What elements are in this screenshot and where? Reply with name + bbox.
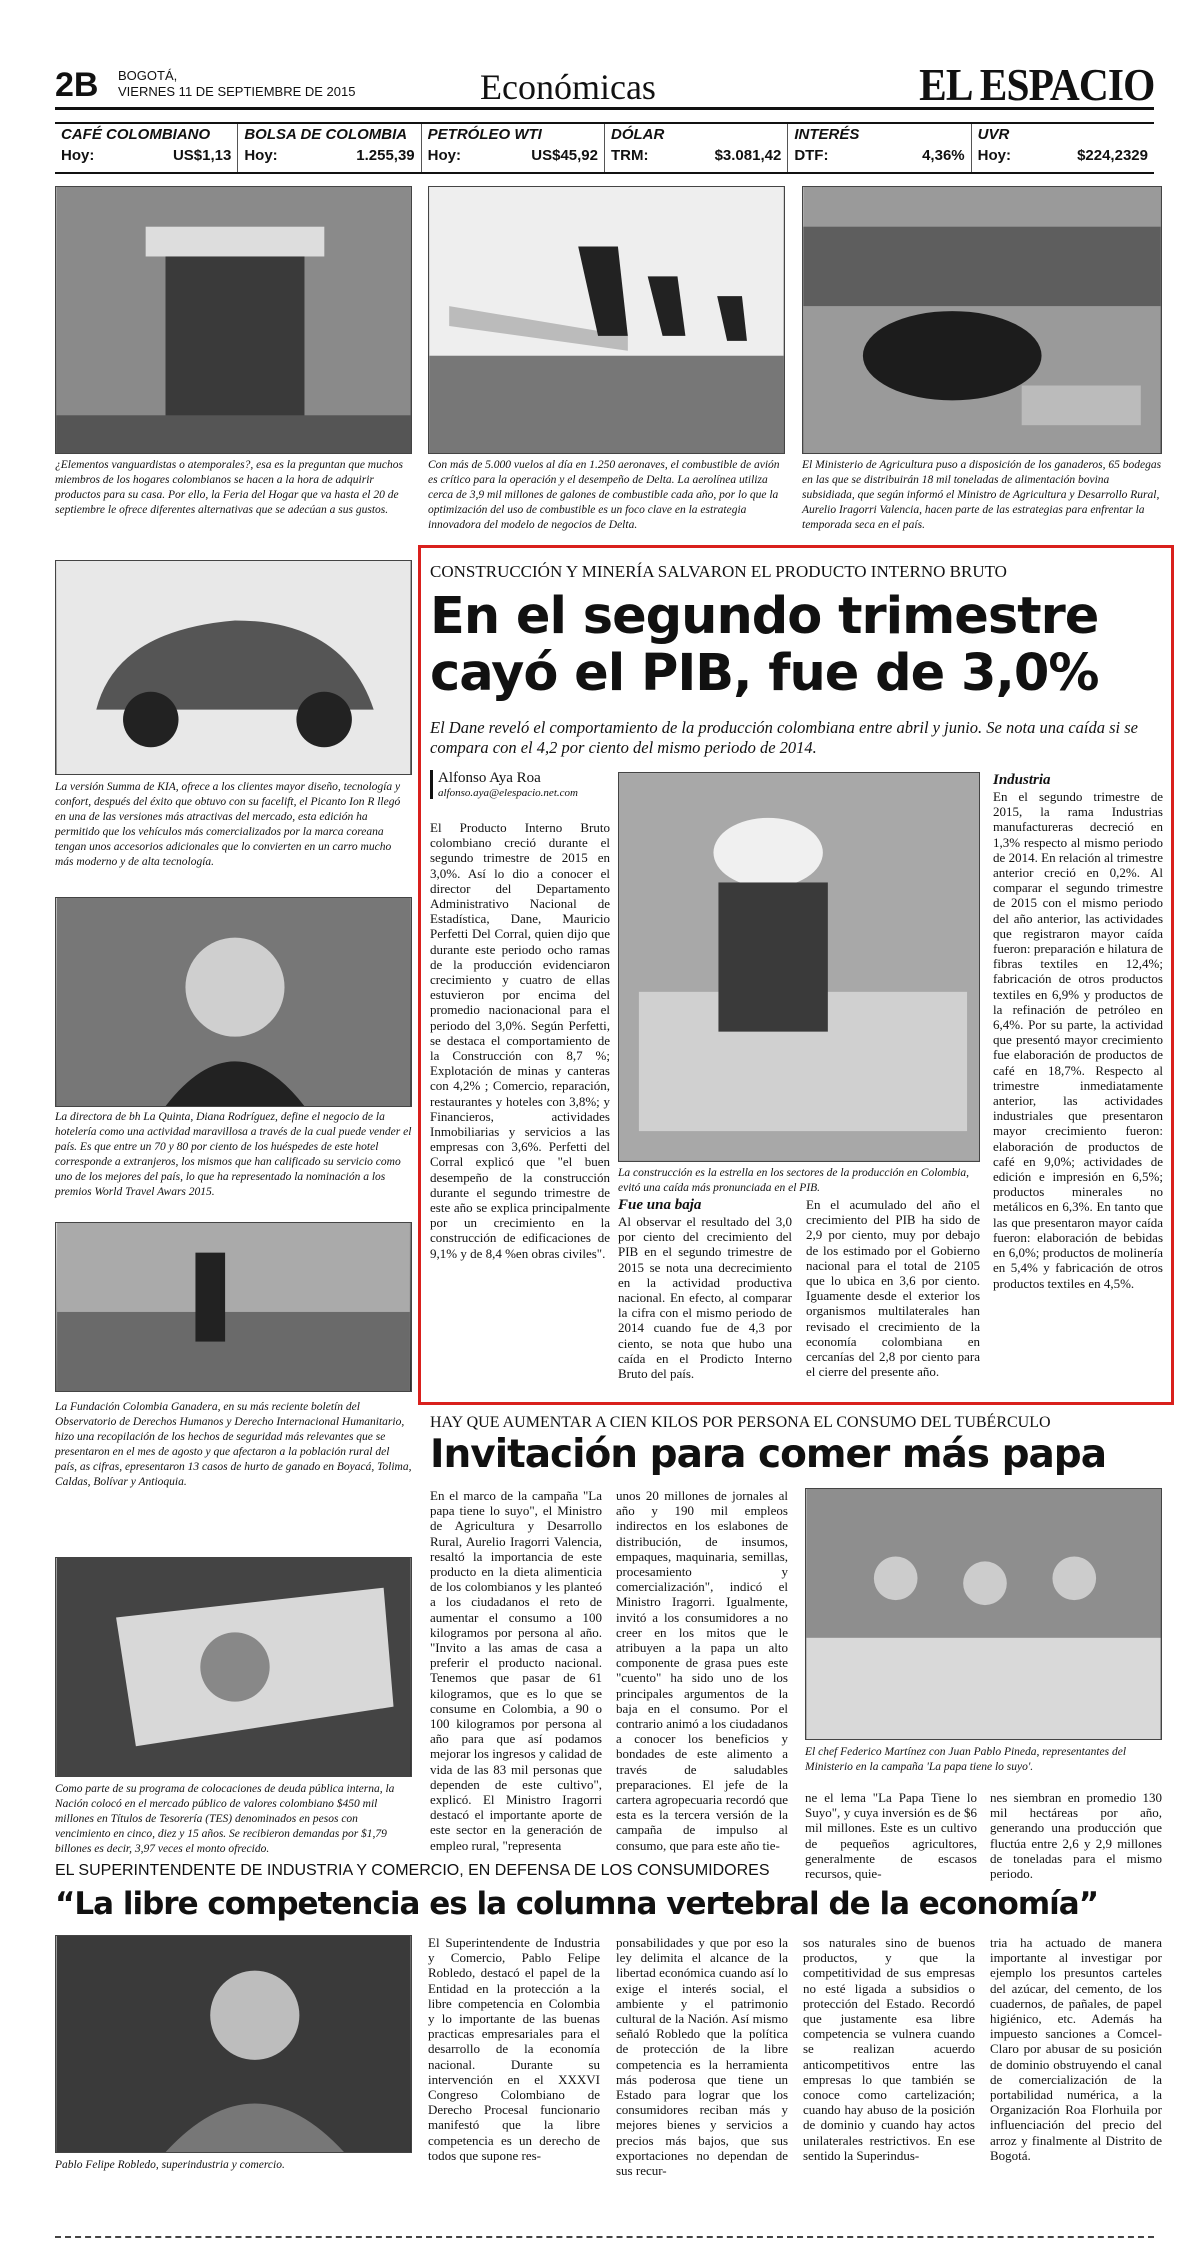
photo-fundacion-ganadera: [55, 1222, 412, 1392]
photo-feria-hogar: [55, 186, 412, 454]
dateline: [118, 68, 355, 100]
papa-kicker: HAY QUE AUMENTAR A CIEN KILOS POR PERSONA EL CONSUMO DEL TUBÉRCULO: [430, 1414, 1051, 1431]
ticker-label: TRM:: [610, 147, 649, 164]
papa-photo-caption: El chef Federico Martínez con Juan Pablo Pineda, representantes del Ministerio en la campaña 'La papa tiene lo suyo'.: [805, 1746, 1127, 1773]
construction-worker-illustration: [619, 773, 979, 1161]
ticker-value: 4,36%: [922, 147, 965, 164]
photo-campana-papa: [805, 1488, 1162, 1740]
page-number: 2B: [55, 66, 99, 104]
pib-column-1: El Producto Interno Bruto colombiano creció durante el segundo trimestre de 2015 en 3,0%. Así lo dio a conocer el director del Departamento Administrativo Nacional de Estadística, Dane, Mauricio Perfetti Del Corral, quien dijo que durante este periodo ocho ramas de la producción evidenciaron crecimiento y cuatro de ellas estuvieron por encima del promedio nacionacional para el periodo del 3,0%. Según Perfetti, se destaca el comportamiento de la Construcción con 8,7 %; Explotación de minas y canteras con 4,2% ; Comercio, reparación, restaurantes y hoteles con 3,8%; y Financieros, actividades Inmobiliarias y servicios a las empresas con 3,6%. Perfetti del Corral explicó que "el buen desempeño de la construcción durante el segundo trimestre de este año se explica principalmente por un crecimiento en la construcción de edificaciones de 9,1% y de 8,4 %en obras civiles".: [430, 820, 610, 1261]
caption-fundacion: La Fundación Colombia Ganadera, en su más reciente boletín del Observatorio de Derechos Humanos y Derecho Internacional Humanitario, hizo una recopilación de los hechos de seguridad más relevantes que se presentaron en el mes de agosto y que afectaron a la población rural del país, as cifras, epresentaron 13 casos de hurto de ganado en Boyacá, Tolima, Caldas, Bolívar y Antioquia.: [55, 1401, 412, 1488]
ticker-bolsa: [238, 124, 421, 172]
ticker-uvr: [972, 124, 1154, 172]
pib-author: Alfonso Aya Roa: [438, 770, 541, 786]
market-ticker: [55, 122, 1154, 174]
ticker-label: Hoy:: [427, 147, 461, 164]
sic-photo-caption: Pablo Felipe Robledo, superindustria y comercio.: [55, 2159, 285, 2171]
dateline-date: VIERNES 11 DE SEPTIEMBRE DE 2015: [118, 84, 356, 99]
feria-illustration: [56, 187, 411, 453]
sic-headline: “La libre competencia es la columna vertebral de la economía”: [55, 1886, 1099, 1922]
photo-kia: [55, 560, 412, 775]
pib-column-3: En el acumulado del año el crecimiento del PIB ha sido de 2,9 por ciento, muy por debajo de los estimado por el Gobierno nacional para el total de 2105 que lo ubica en 3,6 por ciento. Iguamente desde el exterior los organismos multilaterales han revisado el crecimiento de la economía colombiana en cercanías del 2,8 por ciento para el cierre del presente año.: [806, 1197, 980, 1380]
photo-construccion: [618, 772, 980, 1162]
ticker-value: 1.255,39: [356, 147, 415, 164]
portrait-illustration: [56, 898, 411, 1106]
banknotes-illustration: [56, 1558, 411, 1776]
ticker-name: UVR: [977, 126, 1010, 143]
pib-kicker: CONSTRUCCIÓN Y MINERÍA SALVARON EL PRODUCTO INTERNO BRUTO: [430, 562, 1007, 581]
sic-column-4: tria ha actuado de manera importante al investigar por ejemplo los presuntos carteles del azúcar, del cemento, de los cuadernos, de pañales, de papel higiénico, etc. Además ha impuesto sanciones a Comcel- Claro por abusar de su posición de dominio obstruyendo el canal de comercialización de la portabilidad numérica, a la Organización Roa Florhuila por influenciación del precio del arroz y finalmente al Distrito de Bogotá.: [990, 1935, 1162, 2163]
papa-column-2: unos 20 millones de jornales al año y 190 mil empleos indirectos en los eslabones de distribución, de insumos, empaques, maquinaria, semillas, procesamiento y comercialización", indicó el Ministro Iragorri. Igualmente, invitó a los consumidores a no creer en los mitos que le atribuyen a la papa un alto componente de grasa pues este "cuento" ha sido uno de los principales argumentos de la baja en el consumo. Por el contrario animó a los ciudadanos a conocer los beneficios y bondades de este alimento a través de saludables preparaciones. El jefe de la cartera agropecuaria recordó que esta es la tercera versión de la campaña de impulso al consumo, que para este año tie-: [616, 1488, 788, 1853]
papa-column-3: ne el lema "La Papa Tiene lo Suyo", y cuya inversión es de $6 mil millones. Este es un cultivo de pequeños agricultores, generalmente de escasos recursos, quie-: [805, 1790, 977, 1882]
pib-column-4: En el segundo trimestre de 2015, la rama Industrias manufactureras decreció en 1,3% respecto al mismo periodo de 2014. En relación al trimestre anterior creció en 0,2%. Al comparar el segundo trimestre de 2015 con el mismo periodo del año anterior, las actividades que registraron mayor caída fueron: preparación e hilatura de fibras textiles en 12,4%; fabricación de otros productos textiles en 6,9% y productos de la refinación de petróleo en 6,4%. Por su parte, la actividad que presentó mayor crecimiento fue elaboración de productos de café en 18,7%. Respecto al trimestre inmediatamente anterior, las actividades industriales que presentaron mayor crecimiento fueron: elaboración de productos de café en 9,0%; actividades de edición e impresión en 6,5%; productos minerales no metálicos en 6,3%. En tanto que las que presentaron mayor caída fueron: elaboración de bebidas en 6,0%; productos de molinería en 5,4% y fabricación de otros productos textiles en 4,5%.: [993, 789, 1163, 1291]
speaker-illustration: [56, 1936, 411, 2152]
ticker-label: Hoy:: [244, 147, 278, 164]
cattle-illustration: [803, 187, 1161, 453]
sic-column-2: ponsabilidades y que por eso la ley delimita el alcance de la libertad económica cuando así lo exige el interés social, el ambiente y el patrimonio cultural de la Nación. Así mismo señaló Robledo que la política de protección de la libre competencia es la herramienta más poderosa que tiene un Estado para lograr que los consumidores reciban más y mejores bienes y servicios a precios más bajos, que sus exportaciones no dependan de sus recur-: [616, 1935, 788, 2179]
pib-byline: [430, 770, 610, 799]
section-title: Económicas: [480, 67, 656, 107]
photo-delta-aviones: [428, 186, 785, 454]
caption-kia: La versión Summa de KIA, ofrece a los clientes mayor diseño, tecnología y confort, después del éxito que obtuvo con su facelift, el Picanto Ion R llegó en una de las versiones más atractivas del mercado, esta edición ha permitido que los vehículos más comercializados por la marca coreana tengan unos accesorios adicionales que lo convierten en un carro mucho más moderno y de alta tecnología.: [55, 781, 401, 868]
field-illustration: [56, 1223, 411, 1391]
masthead-logo: EL ESPACIO: [918, 59, 1154, 110]
caption-delta: Con más de 5.000 vuelos al día en 1.250 aeronaves, el combustible de avión es crítico para la operación y el desempeño de Delta. La aerolínea utiliza cerca de 3,9 mil millones de galones de combustible cada año, por lo que la optimización del uso de combustible es un foco clave en la estrategia innovadora del modelo de negocios de Delta.: [428, 459, 780, 531]
pib-headline-line1: En el segundo trimestre: [430, 587, 1099, 646]
photo-billetes: [55, 1557, 412, 1777]
ticker-petroleo: [422, 124, 605, 172]
caption-ganado: El Ministerio de Agricultura puso a disposición de los ganaderos, 65 bodegas en las que se distribuirán 18 mil toneladas de alimentación bovina subsidiada, que según informó el Ministro de Agricultura y Desarrollo Rural, Aurelio Iragorri Valencia, hacen parte de las estrategias para enfrentar la temporada seca en el país.: [802, 459, 1162, 531]
pib-photo-caption: La construcción es la estrella en los sectores de la producción en Colombia, evitó una caída más pronunciada en el PIB.: [618, 1167, 970, 1194]
photo-robledo: [55, 1935, 412, 2153]
airplanes-illustration: [429, 187, 784, 453]
chefs-illustration: [806, 1489, 1161, 1739]
ticker-label: DTF:: [794, 147, 829, 164]
ticker-value: US$45,92: [531, 147, 598, 164]
pib-subhead-baja: Fue una baja: [618, 1197, 702, 1213]
footer-rule: [55, 2236, 1154, 2238]
ticker-value: $3.081,42: [714, 147, 782, 164]
ticker-cafe: [55, 124, 238, 172]
pib-headline-line2: cayó el PIB, fue de 3,0%: [430, 644, 1099, 703]
caption-feria: ¿Elementos vanguardistas o atemporales?, esa es la preguntan que muchos miembros de los hogares colombianos se hacen a la hora de adquirir productos para su casa. Por ello, la Feria del Hogar que va hasta el 20 de septiembre le ofrece diferentes alternativas que se adecúan a sus gustos.: [55, 459, 403, 516]
car-illustration: [56, 561, 411, 774]
ticker-name: BOLSA DE COLOMBIA: [244, 126, 408, 143]
ticker-interes: [788, 124, 971, 172]
sic-column-1: El Superintendente de Industria y Comercio, Pablo Felipe Robledo, destacó el papel de la Entidad en la protección a la libre competencia en Colombia y lo importante de las buenas practicas empresariales para el desarrollo de la economía nacional. Durante su intervención en el XXXVI Congreso Colombiano de Derecho Procesal funcionario manifestó que la libre competencia es un derecho de todos que supone res-: [428, 1935, 600, 2163]
pib-deck: El Dane reveló el comportamiento de la producción colombiana entre abril y junio. Se nota una caída si se compara con el 4,2 por ciento del mismo periodo de 2014.: [430, 718, 1138, 757]
ticker-dolar: [605, 124, 788, 172]
pib-email: alfonso.aya@elespacio.net.com: [438, 787, 578, 799]
photo-ganado: [802, 186, 1162, 454]
dateline-city: BOGOTÁ,: [118, 68, 178, 83]
ticker-value: $224,2329: [1077, 147, 1148, 164]
papa-headline: Invitación para comer más papa: [430, 1432, 1107, 1477]
sic-kicker: EL SUPERINTENDENTE DE INDUSTRIA Y COMERCIO, EN DEFENSA DE LOS CONSUMIDORES: [55, 1862, 770, 1879]
ticker-name: CAFÉ COLOMBIANO: [61, 126, 211, 143]
papa-column-4: nes siembran en promedio 130 mil hectáreas por año, generando una producción que fluctúa entre 2,6 y 2,9 millones de toneladas para el mismo periodo.: [990, 1790, 1162, 1882]
ticker-name: PETRÓLEO WTI: [427, 126, 542, 143]
papa-column-1: En el marco de la campaña "La papa tiene lo suyo", el Ministro de Agricultura y Desarrollo Rural, Aurelio Iragorri Valencia, resaltó la importancia de este producto en la dieta alimenticia de los colombianos y les planteó a los ciudadanos el reto de aumentar el consumo a 100 kilogramos por persona al año. "Invito a las amas de casa a preferir el producto nacional. Tenemos que pasar de 61 kilogramos, que es lo que se consume en Colombia, a 90 o 100 kilogramos por persona al año para que así podamos mejorar los ingresos y calidad de vida de las 83 mil personas que dependen de este cultivo", explicó. El Ministro Iragorri destacó el importante aporte de este sector en la generación de empleo rural, "representa: [430, 1488, 602, 1853]
caption-deuda: Como parte de su programa de colocaciones de deuda pública interna, la Nación colocó en el mercado público de valores colombiano $450 mil millones en Títulos de Tesorería (TES) denominados en pesos con vencimiento en cinco, diez y 15 años. Se recibieron demandas por $1,79 billones es decir, 3,97 veces el monto ofrecido.: [55, 1783, 395, 1855]
pib-column-2: Al observar el resultado del 3,0 por ciento del crecimiento del PIB en el segundo trimestre de 2015 se nota una decrecimiento en la actividad productiva nacional. En efecto, al comparar la cifra con el mismo periodo de 2014 cuando fue de 4,3 por ciento, se nota que hubo una caída en el Prodicto Interno Bruto del país.: [618, 1214, 792, 1382]
ticker-label: Hoy:: [977, 147, 1011, 164]
sic-column-3: sos naturales sino de buenos productos, y que la competitividad de sus empresas no esté ligada a subsidios o protección del Estado. Recordó que justamente esa libre competencia se vulnera cuando se realizan acuerdo anticompetitivos entre las empresas lo que también se conoce como cartelización; cuando hay abuso de la posición de dominio y cuando hay actos unilaterales restrictivos. En ese sentido la Superindus-: [803, 1935, 975, 2163]
ticker-value: US$1,13: [172, 147, 232, 164]
photo-la-quinta: [55, 897, 412, 1107]
caption-quinta: La directora de bh La Quinta, Diana Rodríguez, define el negocio de la hotelería como una actividad maravillosa a través de la cual puede vender el país. Es que entre un 70 y 80 por ciento de los huéspedes de este hotel corresponde a extranjeros, los mismos que han calificado su servicio como uno de los mejores del país, lo que ha representado la nominación a los premios World Travel Awars 2015.: [55, 1111, 412, 1198]
header-rule: [55, 107, 1154, 110]
ticker-label: Hoy:: [61, 147, 95, 164]
ticker-name: DÓLAR: [610, 126, 665, 143]
ticker-name: INTERÉS: [794, 126, 860, 143]
pib-subhead-industria: Industria: [993, 772, 1051, 788]
